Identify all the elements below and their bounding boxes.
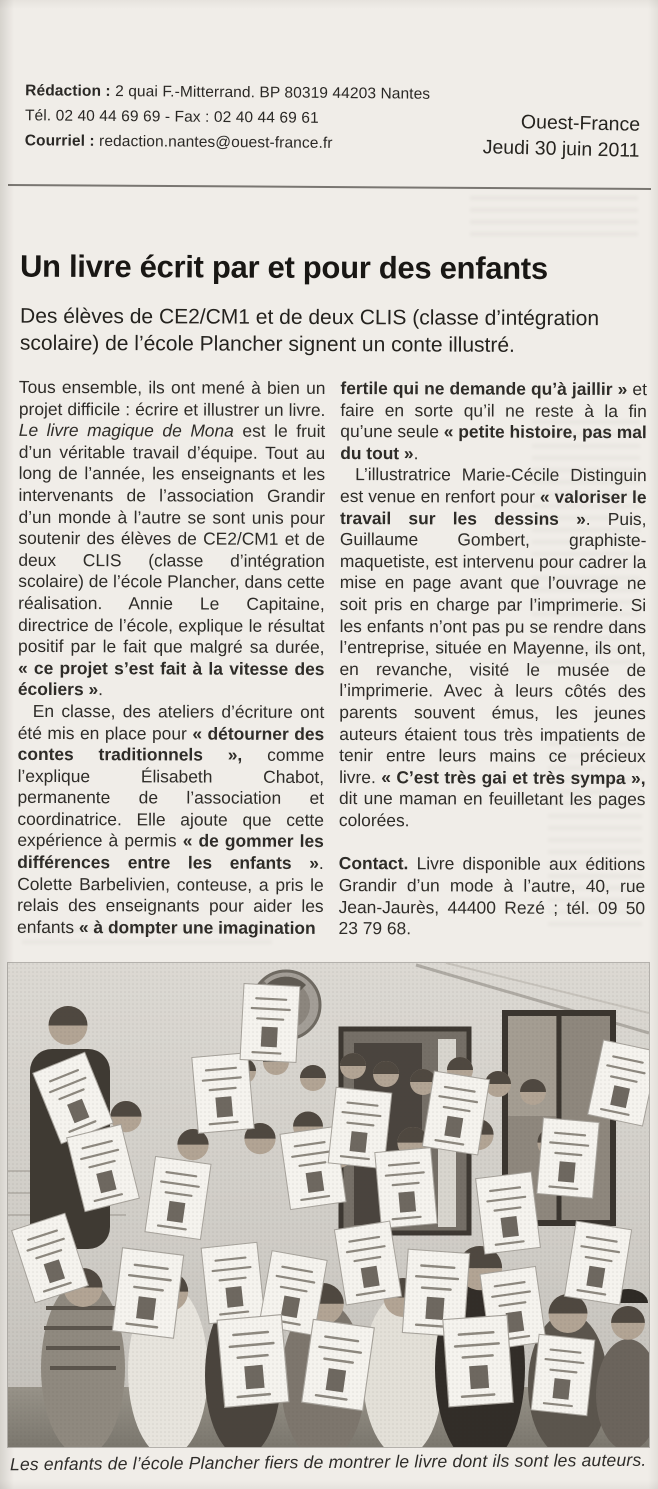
print-bleed-artifact bbox=[470, 196, 638, 244]
courriel-line bbox=[25, 128, 430, 157]
redaction-label: Rédaction : bbox=[25, 82, 116, 101]
issue-date: Jeudi 30 juin 2011 bbox=[482, 136, 640, 162]
phone-fax-line: Tél. 02 40 44 69 69 - Fax : 02 40 44 69 61 bbox=[24, 107, 319, 127]
masthead-brand-block bbox=[483, 108, 641, 164]
article-body bbox=[17, 377, 647, 941]
article-photo bbox=[8, 963, 649, 1447]
article-column-right: fertile qui ne demande qu’à jaillir » et faire en sorte qu’il ne reste à la fin qu’une seule « petite histoire, pas mal du tout ». L’illustratrice Marie-Cécile Distinguin est venue en renfort pour « valoriser le travail sur les dessins ». Puis, Guillaume Gombert, graphiste-maquetiste, est intervenu pour cadrer la mise en page avant que l’ouvrage ne soit pris en charge par l’imprimerie. Si les enfants n’ont pas pu se rendre dans l’entreprise, située en Mayenne, ils ont, en revanche, visité le musée de l’imprimerie. Avec à leurs côtés des parents souvent émus, les jeunes auteurs étaient tous très impatients de tenir entre leurs mains ce précieux livre. « C’est très gai et très sympa », dit une maman en feuilletant les pages colorées. Contact. Livre disponible aux éditions Grandir d’un mode à l’autre, 40, rue Jean-Jaurès, 44400 Rezé ; tél. 09 50 23 79 68. bbox=[338, 378, 647, 939]
article-column-left: Tous ensemble, ils ont mené à bien un projet difficile : écrire et illustrer un livre. Le livre magique de Mona est le fruit d’un véritable travail d’équipe. Tout au long de l’année, les enseignants et les intervenants de l’association Grandir d’un monde à l’autre se sont unis pour soutenir des élèves de CE2/CM1 et de deux CLIS (classe d’intégration scolaire) de l’école Plancher, dans cette réalisation. Annie Le Capitaine, directrice de l’école, explique le résultat positif par le fait que malgré sa durée, « ce projet s’est fait à la vitesse des écoliers ». En classe, des ateliers d’écriture ont été mis en place pour « détourner des contes traditionnels », comme l’explique Élisabeth Chabot, permanente de l’association et coordinatrice. Elle ajoute que cette expérience à permis « de gommer les différences entre les enfants ». Colette Barbelivien, conteuse, a pris le relais des enseignants pour aider les enfants « à dompter une imagination bbox=[17, 376, 326, 938]
divider-rule bbox=[8, 184, 651, 190]
redaction-address: 2 quai F.-Mitterrand. BP 80319 44203 Nantes bbox=[115, 83, 431, 103]
redaction-line bbox=[25, 78, 430, 107]
courriel-label: Courriel : bbox=[24, 132, 100, 150]
photo-caption: Les enfants de l’école Plancher fiers de montrer le livre dont ils sont les auteurs. bbox=[9, 1449, 647, 1475]
brand-name: Ouest-France bbox=[520, 111, 641, 136]
article-headline: Un livre écrit par et pour des enfants bbox=[19, 248, 548, 286]
article-photo-figure bbox=[8, 963, 649, 1447]
masthead-contact-block bbox=[25, 78, 431, 157]
courriel-address: redaction.nantes@ouest-france.fr bbox=[99, 132, 333, 152]
article-standfirst: Des élèves de CE2/CM1 et de deux CLIS (classe d’intégration scolaire) de l’école Plancher signent un conte illustré. bbox=[19, 304, 600, 357]
halftone-texture bbox=[8, 963, 649, 1447]
